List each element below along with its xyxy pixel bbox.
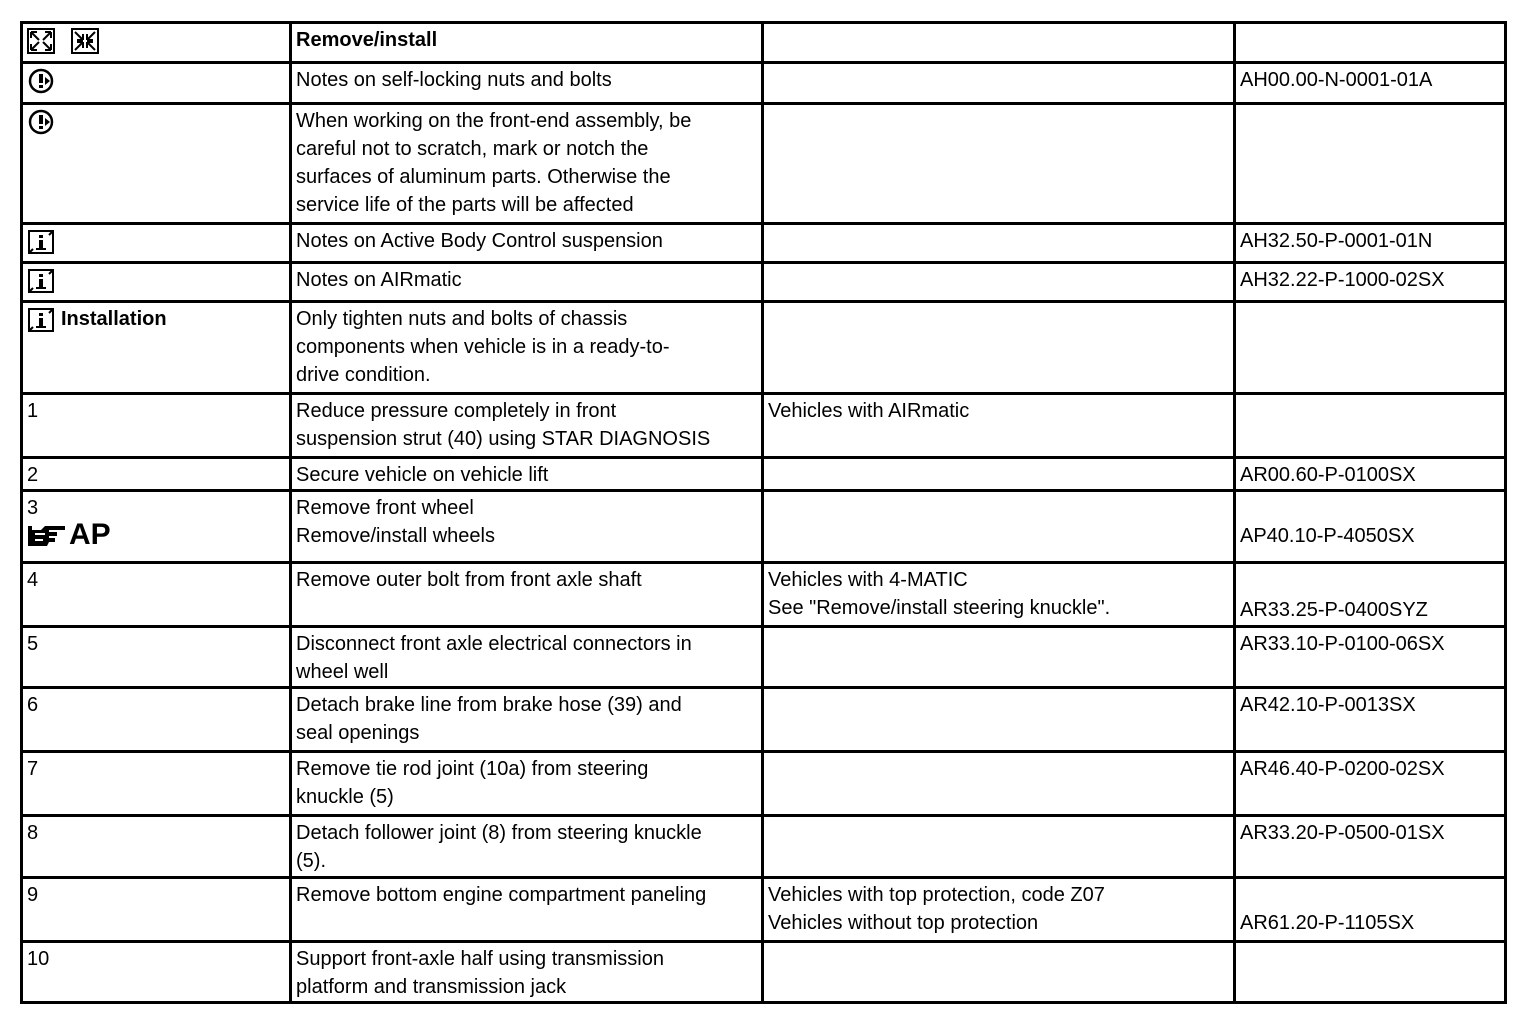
condition-cell [763, 458, 1235, 491]
instruction-cell [291, 942, 763, 1003]
instruction-cell [291, 491, 763, 563]
table-row [22, 224, 1506, 263]
instruction-line: components when vehicle is in a ready-to- [296, 336, 670, 358]
reference-cell [1235, 688, 1506, 752]
table-row [22, 688, 1506, 752]
instruction-line: drive condition. [296, 364, 431, 386]
instruction-line: Secure vehicle on vehicle lift [296, 464, 549, 486]
table-row [22, 63, 1506, 104]
info-icon [27, 268, 55, 294]
step-number: 7 [22, 752, 291, 816]
installation-label: Installation [61, 308, 167, 330]
instruction-line: Support front-axle half using transmission [296, 948, 664, 970]
instruction-line: surfaces of aluminum parts. Otherwise the [296, 166, 671, 188]
instruction-cell [291, 302, 763, 394]
expand-icon [27, 28, 55, 54]
instruction-cell [291, 104, 763, 224]
reference-cell [1235, 752, 1506, 816]
condition-cell [763, 394, 1235, 458]
caution-icon [27, 68, 57, 94]
instruction-cell [291, 563, 763, 627]
step-cell [22, 302, 291, 394]
step-cell [22, 224, 291, 263]
condition-line: Vehicles with AIRmatic [768, 400, 970, 422]
instruction-line: Notes on AIRmatic [296, 269, 462, 291]
table-row [22, 563, 1506, 627]
step-cell [22, 63, 291, 104]
reference-cell [1235, 563, 1506, 627]
step-number: 3 [27, 497, 39, 519]
instruction-line: knuckle (5) [296, 786, 394, 808]
table-row [22, 752, 1506, 816]
instruction-line: Remove front wheel [296, 497, 474, 519]
instruction-cell [291, 394, 763, 458]
instruction-line: wheel well [296, 661, 389, 683]
pointing-hand-icon [27, 522, 67, 550]
procedure-document [20, 21, 1504, 1002]
reference-cell [1235, 878, 1506, 942]
condition-cell [763, 302, 1235, 394]
instruction-line: Remove bottom engine compartment paneling [296, 884, 707, 906]
condition-line: Vehicles with 4-MATIC [768, 569, 968, 591]
reference-cell [1235, 394, 1506, 458]
step-cell [22, 263, 291, 302]
reference-cell [1235, 491, 1506, 563]
table-row [22, 302, 1506, 394]
step-number: 6 [22, 688, 291, 752]
reference-cell [1235, 627, 1506, 688]
instruction-cell [291, 458, 763, 491]
instruction-line: Remove tie rod joint (10a) from steering [296, 758, 649, 780]
table-row [22, 394, 1506, 458]
instruction-cell [291, 627, 763, 688]
header-icon-cell [22, 23, 291, 63]
condition-cell [763, 263, 1235, 302]
condition-cell [763, 224, 1235, 263]
reference-cell [1235, 816, 1506, 878]
instruction-line: Reduce pressure completely in front [296, 400, 617, 422]
table-row [22, 263, 1506, 302]
reference-cell [1235, 458, 1506, 491]
step-cell [22, 104, 291, 224]
table-row [22, 104, 1506, 224]
instruction-cell [291, 224, 763, 263]
step-number: 9 [22, 878, 291, 942]
header-ref-cell [1235, 23, 1506, 63]
condition-cell [763, 942, 1235, 1003]
instruction-line: seal openings [296, 722, 420, 744]
condition-cell [763, 563, 1235, 627]
condition-cell [763, 104, 1235, 224]
instruction-cell [291, 63, 763, 104]
document-reference-link[interactable]: AR00.60-P-0100SX [1240, 464, 1416, 486]
reference-cell [1235, 104, 1506, 224]
condition-cell [763, 816, 1235, 878]
header-title: Remove/install [291, 23, 763, 63]
condition-cell [763, 688, 1235, 752]
condition-cell [763, 491, 1235, 563]
info-icon [27, 229, 55, 255]
step-number: 10 [22, 942, 291, 1003]
condition-cell [763, 63, 1235, 104]
document-reference-link[interactable]: AP40.10-P-4050SX [1240, 525, 1415, 547]
reference-cell [1235, 302, 1506, 394]
document-reference-link[interactable]: AR61.20-P-1105SX [1240, 912, 1415, 934]
info-icon [27, 307, 55, 333]
step-number: 1 [22, 394, 291, 458]
instruction-line: service life of the parts will be affected [296, 194, 634, 216]
instruction-line: Notes on Active Body Control suspension [296, 230, 663, 252]
document-reference-link[interactable]: AH00.00-N-0001-01A [1240, 69, 1433, 91]
document-reference-link[interactable]: AR33.10-P-0100-06SX [1240, 633, 1445, 655]
document-reference-link[interactable]: AR33.20-P-0500-01SX [1240, 822, 1445, 844]
instruction-line: suspension strut (40) using STAR DIAGNOSIS [296, 428, 711, 450]
instruction-cell [291, 263, 763, 302]
document-reference-link[interactable]: AR46.40-P-0200-02SX [1240, 758, 1445, 780]
condition-line: See "Remove/install steering knuckle". [768, 597, 1111, 619]
table-row [22, 942, 1506, 1003]
ap-label: AP [69, 518, 111, 551]
instruction-line: Notes on self-locking nuts and bolts [296, 69, 612, 91]
document-reference-link[interactable]: AH32.22-P-1000-02SX [1240, 269, 1445, 291]
collapse-icon [71, 28, 99, 54]
instruction-line: Detach brake line from brake hose (39) and [296, 694, 682, 716]
reference-cell [1235, 942, 1506, 1003]
document-reference-link[interactable]: AR42.10-P-0013SX [1240, 694, 1416, 716]
condition-line: Vehicles with top protection, code Z07 [768, 884, 1105, 906]
condition-cell [763, 878, 1235, 942]
reference-cell [1235, 63, 1506, 104]
instruction-line: When working on the front-end assembly, be [296, 110, 692, 132]
instruction-line: Detach follower joint (8) from steering knuckle [296, 822, 702, 844]
condition-cell [763, 752, 1235, 816]
instruction-cell [291, 878, 763, 942]
table-header-row [22, 23, 1506, 63]
step-number: 2 [22, 458, 291, 491]
table-row [22, 491, 1506, 563]
table-row [22, 627, 1506, 688]
document-reference-link[interactable]: AR33.25-P-0400SYZ [1240, 599, 1428, 621]
reference-cell [1235, 224, 1506, 263]
instruction-cell [291, 752, 763, 816]
step-cell [22, 491, 291, 563]
ap-reference [27, 520, 284, 550]
caution-icon [27, 109, 57, 135]
instruction-line: Only tighten nuts and bolts of chassis [296, 308, 628, 330]
table-row [22, 878, 1506, 942]
document-reference-link[interactable]: AH32.50-P-0001-01N [1240, 230, 1433, 252]
condition-cell [763, 627, 1235, 688]
step-number: 4 [22, 563, 291, 627]
table-row [22, 816, 1506, 878]
instruction-line: Remove/install wheels [296, 525, 495, 547]
instruction-line: platform and transmission jack [296, 976, 567, 998]
procedure-table [20, 21, 1507, 1004]
instruction-cell [291, 688, 763, 752]
condition-line: Vehicles without top protection [768, 912, 1039, 934]
instruction-line: (5). [296, 850, 326, 872]
header-condition-cell [763, 23, 1235, 63]
reference-cell [1235, 263, 1506, 302]
instruction-cell [291, 816, 763, 878]
instruction-line: Remove outer bolt from front axle shaft [296, 569, 642, 591]
instruction-line: Disconnect front axle electrical connectors in [296, 633, 692, 655]
step-number: 5 [22, 627, 291, 688]
step-number: 8 [22, 816, 291, 878]
table-row [22, 458, 1506, 491]
instruction-line: careful not to scratch, mark or notch the [296, 138, 649, 160]
